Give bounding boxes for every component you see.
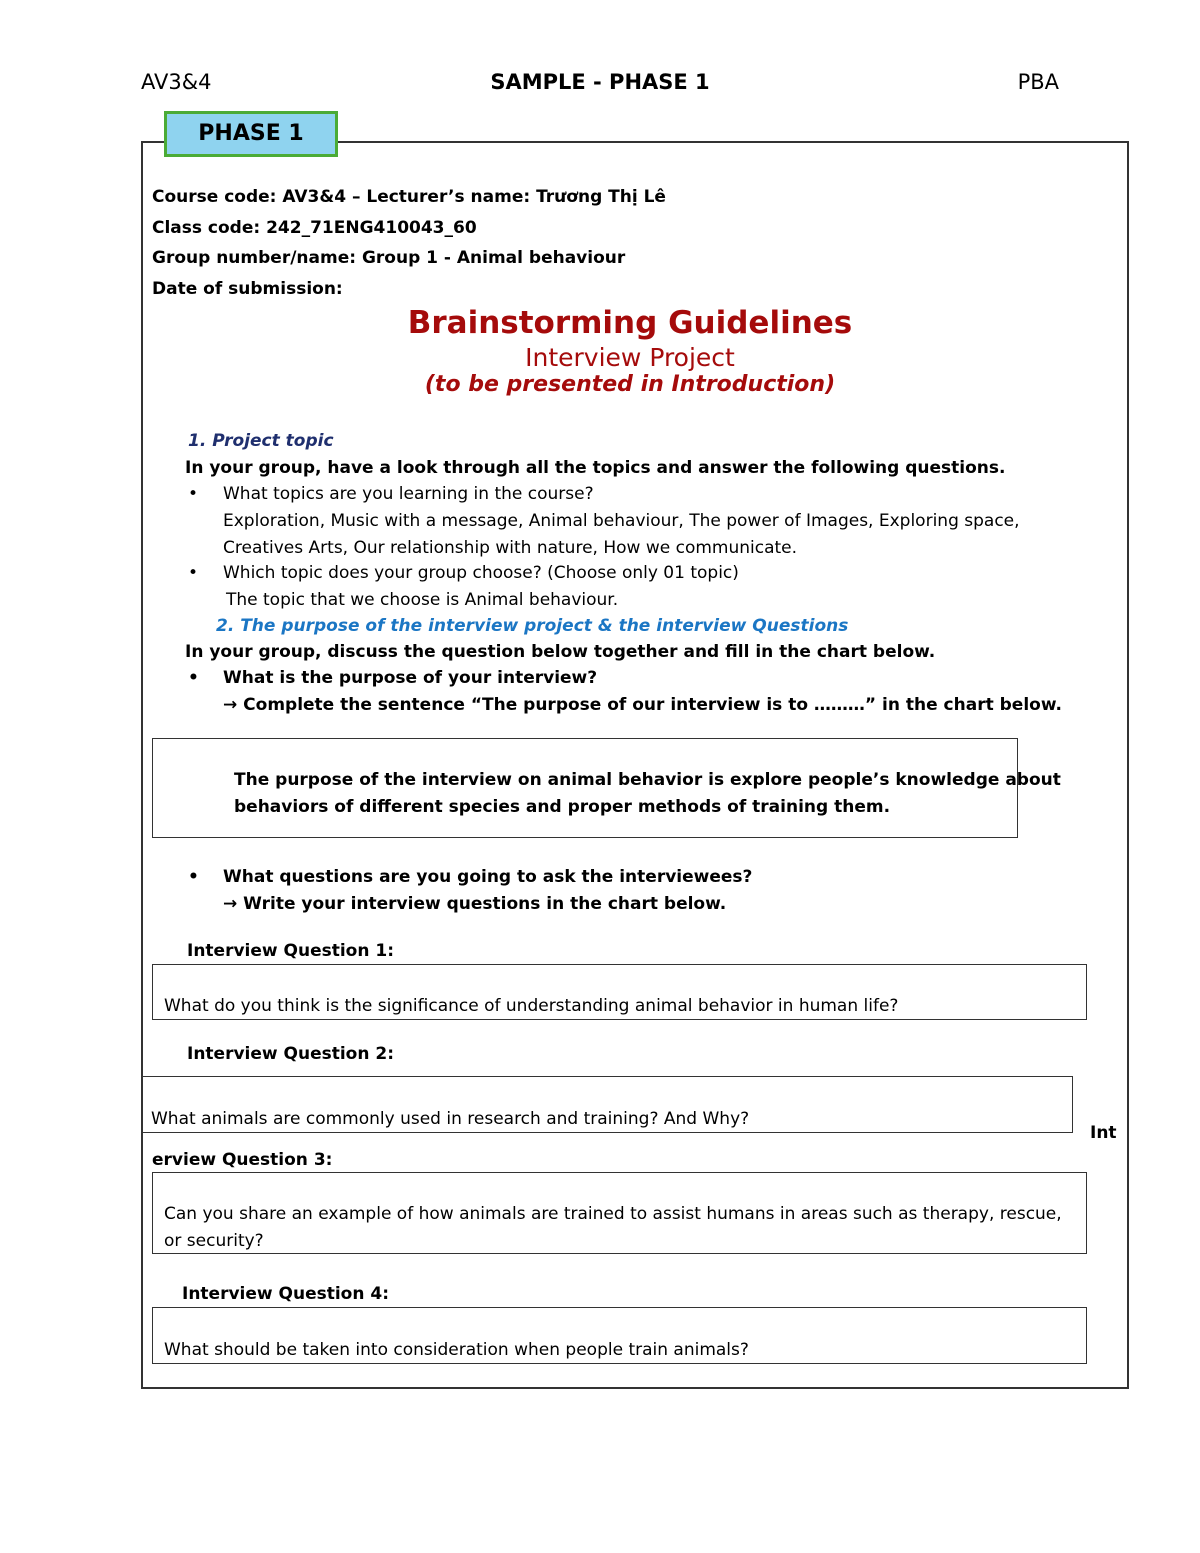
question3-label-part2: erview Question 3: (152, 1150, 333, 1170)
question1-text: What do you think is the significance of understanding animal behavior in human life? (164, 996, 899, 1016)
phase-badge: PHASE 1 (164, 111, 338, 157)
question2-text: What animals are commonly used in research and training? And Why? (151, 1109, 750, 1129)
section1-heading: 1. Project topic (188, 431, 334, 451)
bullet-icon: • (188, 668, 199, 688)
header-course: AV3&4 (141, 70, 212, 94)
question4-text: What should be taken into consideration when people train animals? (164, 1340, 749, 1360)
question4-label: Interview Question 4: (182, 1284, 390, 1304)
section1-q1: What topics are you learning in the course? (223, 484, 594, 504)
bullet-icon: • (188, 484, 199, 504)
section1-a2: The topic that we choose is Animal behaviour. (226, 590, 619, 610)
section1-instruction: In your group, have a look through all the topics and answer the following questions. (185, 458, 1006, 478)
section1-q2: Which topic does your group choose? (Choose only 01 topic) (223, 563, 739, 583)
main-title: Brainstorming Guidelines (407, 305, 853, 341)
purpose-question: What is the purpose of your interview? (223, 668, 598, 688)
question3-text-line1: Can you share an example of how animals are trained to assist humans in areas such as therapy, rescue, (164, 1204, 1062, 1224)
date-line: Date of submission: (152, 279, 343, 299)
section1-a1-line1: Exploration, Music with a message, Animal behaviour, The power of Images, Exploring space, (223, 511, 1020, 531)
question3-text-line2: or security? (164, 1231, 264, 1251)
bullet-icon: • (188, 563, 199, 583)
purpose-answer-line1: The purpose of the interview on animal behavior is explore people’s knowledge about (234, 770, 1061, 790)
purpose-answer-line2: behaviors of different species and proper methods of training them. (234, 797, 891, 817)
header-title: SAMPLE - PHASE 1 (490, 70, 710, 94)
sub-title: Interview Project (525, 343, 735, 372)
question2-label: Interview Question 2: (187, 1044, 395, 1064)
course-line: Course code: AV3&4 – Lecturer’s name: Trương Thị Lê (152, 187, 666, 207)
purpose-hint: → Complete the sentence “The purpose of our interview is to ………” in the chart below. (223, 695, 1062, 715)
header-right: PBA (1017, 70, 1059, 94)
question3-label-part1: Int (1090, 1123, 1117, 1143)
questions-question: What questions are you going to ask the interviewees? (223, 867, 753, 887)
title-note: (to be presented in Introduction) (424, 372, 836, 397)
bullet-icon: • (188, 867, 199, 887)
questions-hint: → Write your interview questions in the chart below. (223, 894, 727, 914)
class-line: Class code: 242_71ENG410043_60 (152, 218, 477, 238)
group-line: Group number/name: Group 1 - Animal behaviour (152, 248, 626, 268)
section1-a1-line2: Creatives Arts, Our relationship with nature, How we communicate. (223, 538, 798, 558)
question1-label: Interview Question 1: (187, 941, 395, 961)
section2-heading: 2. The purpose of the interview project & the interview Questions (216, 616, 849, 636)
section2-instruction: In your group, discuss the question below together and fill in the chart below. (185, 642, 936, 662)
